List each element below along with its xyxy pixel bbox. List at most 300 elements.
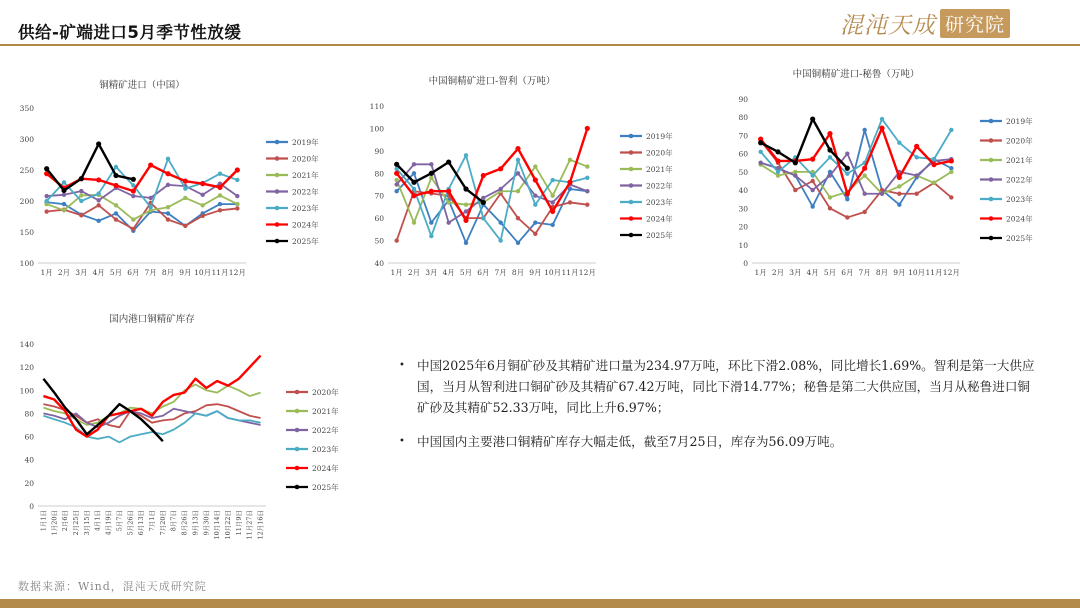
data-point bbox=[827, 131, 832, 136]
data-point bbox=[463, 186, 468, 191]
legend-marker bbox=[989, 197, 994, 202]
data-point bbox=[412, 171, 416, 175]
data-point bbox=[810, 116, 815, 121]
x-tick-label: 12月16日 bbox=[256, 510, 265, 540]
y-tick-label: 250 bbox=[19, 166, 34, 175]
legend-marker bbox=[629, 233, 634, 238]
legend-label: 2025年 bbox=[1006, 234, 1033, 243]
legend-marker bbox=[989, 119, 994, 124]
data-point bbox=[498, 187, 502, 191]
data-point bbox=[810, 188, 814, 192]
x-tick-label: 9月 bbox=[529, 268, 542, 277]
data-point bbox=[758, 140, 763, 145]
data-point bbox=[446, 189, 451, 194]
data-point bbox=[62, 193, 66, 197]
data-point bbox=[394, 162, 399, 167]
data-point bbox=[585, 202, 589, 206]
data-point bbox=[567, 180, 572, 185]
x-tick-label: 1月 bbox=[40, 268, 53, 277]
chart-svg bbox=[8, 72, 358, 287]
data-point bbox=[114, 203, 118, 207]
legend-marker bbox=[275, 173, 280, 178]
data-point bbox=[810, 157, 815, 162]
data-point bbox=[845, 197, 849, 201]
data-point bbox=[568, 200, 572, 204]
data-point bbox=[200, 181, 205, 186]
legend-label: 2020年 bbox=[312, 388, 339, 397]
data-point bbox=[949, 195, 953, 199]
y-tick-label: 110 bbox=[369, 102, 384, 111]
bullet-dot-icon: • bbox=[399, 360, 405, 371]
data-point bbox=[235, 202, 239, 206]
brand-logo bbox=[840, 6, 1010, 40]
legend-label: 2025年 bbox=[292, 237, 319, 246]
y-tick-label: 70 bbox=[738, 131, 748, 141]
data-point bbox=[568, 187, 572, 191]
data-point bbox=[949, 170, 953, 174]
data-point bbox=[775, 158, 780, 163]
data-point bbox=[183, 224, 187, 228]
data-point bbox=[880, 192, 884, 196]
legend-label: 2025年 bbox=[646, 231, 673, 240]
legend-label: 2022年 bbox=[1006, 175, 1033, 185]
legend-label: 2022年 bbox=[646, 181, 673, 191]
x-tick-label: 10月14日 bbox=[213, 510, 222, 540]
footer-bar bbox=[0, 599, 1080, 608]
logo-box-text: 研究院 bbox=[940, 9, 1010, 38]
x-tick-label: 4月1日 bbox=[93, 510, 102, 532]
x-tick-label: 5月 bbox=[459, 268, 473, 277]
data-point bbox=[828, 173, 832, 177]
y-tick-label: 60 bbox=[374, 214, 384, 224]
data-point bbox=[446, 159, 451, 164]
y-tick-label: 0 bbox=[29, 502, 34, 511]
data-point bbox=[585, 126, 590, 131]
legend-label: 2022年 bbox=[292, 187, 319, 197]
data-point bbox=[429, 189, 434, 194]
data-point bbox=[949, 158, 954, 163]
x-tick-label: 1月 bbox=[390, 268, 403, 277]
y-tick-label: 200 bbox=[19, 197, 34, 206]
data-point bbox=[44, 209, 48, 213]
legend-label: 2019年 bbox=[1006, 117, 1033, 126]
x-tick-label: 7月 bbox=[494, 268, 507, 277]
x-tick-label: 1月1日 bbox=[39, 510, 48, 532]
legend-label: 2019年 bbox=[646, 132, 673, 141]
x-tick-label: 5月26日 bbox=[126, 510, 135, 536]
legend-marker bbox=[275, 189, 280, 194]
data-point bbox=[862, 128, 866, 132]
y-tick-label: 300 bbox=[19, 135, 34, 144]
x-tick-label: 10月 bbox=[194, 268, 212, 277]
series-line bbox=[43, 356, 260, 437]
x-tick-label: 9月 bbox=[893, 268, 906, 277]
x-tick-label: 4月 bbox=[806, 268, 819, 277]
data-point bbox=[200, 214, 204, 218]
data-point bbox=[481, 196, 485, 200]
data-point bbox=[515, 146, 520, 151]
data-point bbox=[550, 200, 554, 204]
data-point bbox=[96, 177, 101, 182]
chart-title: 铜精矿进口（中国） bbox=[99, 80, 185, 91]
x-tick-label: 11月 bbox=[925, 268, 943, 277]
data-point bbox=[79, 193, 83, 197]
data-point bbox=[429, 220, 433, 224]
y-tick-label: 30 bbox=[738, 204, 748, 214]
data-point bbox=[131, 194, 135, 198]
series-line bbox=[47, 165, 238, 191]
x-tick-label: 8月7日 bbox=[169, 510, 178, 532]
data-point bbox=[516, 171, 520, 175]
commentary-item bbox=[395, 355, 1035, 418]
legend-marker bbox=[629, 167, 634, 172]
x-tick-label: 4月19日 bbox=[104, 510, 113, 536]
x-tick-label: 5月 bbox=[109, 268, 123, 277]
data-point bbox=[914, 155, 918, 159]
commentary-item bbox=[395, 431, 1035, 452]
x-tick-label: 7月20日 bbox=[158, 510, 167, 536]
data-point bbox=[166, 217, 170, 221]
x-tick-label: 7月 bbox=[858, 268, 871, 277]
data-point bbox=[166, 211, 170, 215]
chart-port-inventory bbox=[8, 312, 358, 552]
data-point bbox=[550, 223, 554, 227]
data-point bbox=[114, 165, 118, 169]
data-point bbox=[879, 126, 884, 131]
data-point bbox=[429, 176, 433, 180]
data-point bbox=[166, 183, 170, 187]
data-point bbox=[862, 166, 867, 171]
data-point bbox=[498, 238, 502, 242]
data-point bbox=[533, 220, 537, 224]
legend-label: 2023年 bbox=[1006, 195, 1033, 204]
data-point bbox=[828, 155, 832, 159]
data-point bbox=[464, 209, 468, 213]
y-tick-label: 50 bbox=[374, 236, 384, 246]
data-point bbox=[793, 173, 797, 177]
legend-marker bbox=[295, 466, 300, 471]
y-tick-label: 80 bbox=[24, 409, 34, 419]
x-tick-label: 8月 bbox=[161, 268, 175, 277]
data-point bbox=[758, 150, 762, 154]
legend-marker bbox=[275, 206, 280, 211]
series-line bbox=[47, 144, 134, 191]
x-tick-label: 12月 bbox=[942, 268, 960, 277]
legend-marker bbox=[295, 447, 300, 452]
data-point bbox=[235, 206, 239, 210]
data-point bbox=[845, 151, 849, 155]
data-point bbox=[862, 192, 866, 196]
data-point bbox=[845, 191, 850, 196]
data-point bbox=[481, 173, 486, 178]
x-tick-label: 3月 bbox=[789, 268, 802, 277]
y-tick-label: 120 bbox=[19, 363, 34, 373]
x-tick-label: 2月6日 bbox=[61, 510, 70, 532]
data-point bbox=[516, 189, 520, 193]
legend-label: 2023年 bbox=[646, 198, 673, 207]
data-point bbox=[949, 128, 953, 132]
x-tick-label: 10月22日 bbox=[224, 510, 232, 540]
data-point bbox=[183, 179, 188, 184]
data-point bbox=[394, 171, 399, 176]
data-point bbox=[114, 217, 118, 221]
data-point bbox=[96, 198, 100, 202]
legend-label: 2024年 bbox=[312, 464, 339, 473]
data-point bbox=[62, 202, 66, 206]
data-point bbox=[429, 162, 433, 166]
y-tick-label: 60 bbox=[738, 149, 748, 159]
legend-label: 2019年 bbox=[292, 138, 319, 147]
data-point bbox=[931, 162, 936, 167]
data-point bbox=[166, 205, 170, 209]
data-point bbox=[62, 208, 66, 212]
x-tick-label: 9月30日 bbox=[202, 510, 211, 536]
data-point bbox=[235, 167, 240, 172]
x-tick-label: 7月 bbox=[144, 268, 157, 277]
data-point bbox=[217, 185, 222, 190]
data-point bbox=[200, 203, 204, 207]
y-tick-label: 140 bbox=[19, 340, 34, 349]
legend-marker bbox=[989, 236, 994, 241]
data-point bbox=[235, 194, 239, 198]
data-point bbox=[914, 192, 918, 196]
y-tick-label: 100 bbox=[19, 386, 34, 396]
data-point bbox=[758, 161, 762, 165]
data-point bbox=[394, 238, 398, 242]
data-point bbox=[464, 153, 468, 157]
data-point bbox=[828, 206, 832, 210]
chart-peru-imports bbox=[722, 65, 1072, 287]
legend-marker bbox=[989, 177, 994, 182]
legend-label: 2021年 bbox=[646, 165, 673, 174]
x-tick-label: 3月 bbox=[425, 268, 438, 277]
legend-label: 2023年 bbox=[292, 204, 319, 213]
y-tick-label: 90 bbox=[738, 95, 748, 104]
data-point bbox=[148, 205, 152, 209]
bullet-dot-icon: • bbox=[399, 436, 405, 447]
data-point bbox=[897, 192, 901, 196]
data-point bbox=[897, 175, 902, 180]
legend-marker bbox=[295, 428, 300, 433]
data-point bbox=[44, 194, 48, 198]
x-tick-label: 11月27日 bbox=[245, 510, 254, 540]
data-point bbox=[550, 178, 554, 182]
data-point bbox=[568, 158, 572, 162]
chart-svg bbox=[722, 65, 1072, 287]
commentary-list bbox=[395, 355, 1035, 465]
legend-label: 2020年 bbox=[646, 148, 673, 158]
x-tick-label: 11月 bbox=[211, 268, 229, 277]
commentary-text: 中国2025年6月铜矿砂及其精矿进口量为234.97万吨，环比下滑2.08%，同比增长1.69%。智利是第一大供应国，当月从智利进口铜矿砂及其精矿67.42万吨，同比下滑14.77%；秘鲁是第二大供应国，当月从秘鲁进口铜矿砂及其精矿52.33万吨，同比上升6.97%； bbox=[417, 358, 1035, 415]
y-tick-label: 70 bbox=[374, 191, 384, 201]
data-point bbox=[183, 196, 187, 200]
series-line bbox=[397, 191, 588, 240]
legend-marker bbox=[629, 183, 634, 188]
x-tick-label: 10月 bbox=[544, 268, 562, 277]
data-point bbox=[218, 202, 222, 206]
y-tick-label: 80 bbox=[738, 113, 748, 123]
data-point bbox=[914, 144, 919, 149]
legend-label: 2021年 bbox=[1006, 156, 1033, 165]
legend-marker bbox=[275, 239, 280, 244]
data-point bbox=[533, 177, 538, 182]
legend-marker bbox=[629, 134, 634, 139]
logo-main-text: 混沌天成 bbox=[840, 12, 936, 39]
x-tick-label: 6月13日 bbox=[137, 510, 146, 536]
data-point bbox=[533, 194, 537, 198]
data-point bbox=[793, 188, 797, 192]
data-point bbox=[446, 220, 450, 224]
legend-marker bbox=[989, 216, 994, 221]
data-point bbox=[61, 188, 66, 193]
data-point bbox=[481, 216, 485, 220]
data-point bbox=[776, 170, 780, 174]
legend-label: 2022年 bbox=[312, 426, 339, 435]
x-tick-label: 2月 bbox=[771, 268, 785, 277]
data-point bbox=[464, 241, 468, 245]
legend-marker bbox=[295, 409, 300, 414]
x-tick-label: 2月 bbox=[57, 268, 71, 277]
data-point bbox=[827, 147, 832, 152]
data-point bbox=[516, 241, 520, 245]
legend-label: 2021年 bbox=[312, 407, 339, 416]
data-point bbox=[897, 184, 901, 188]
header-rule bbox=[0, 44, 1080, 46]
data-point bbox=[897, 141, 901, 145]
y-tick-label: 40 bbox=[374, 259, 384, 268]
data-point bbox=[411, 180, 416, 185]
data-point bbox=[113, 183, 118, 188]
data-point bbox=[218, 172, 222, 176]
source-note: 数据来源：Wind，混沌天成研究院 bbox=[18, 580, 207, 593]
data-point bbox=[96, 141, 101, 146]
chart-svg bbox=[8, 312, 358, 552]
x-tick-label: 2月25日 bbox=[72, 510, 80, 536]
y-tick-label: 60 bbox=[24, 432, 34, 442]
x-tick-label: 12月 bbox=[228, 268, 246, 277]
data-point bbox=[516, 216, 520, 220]
data-point bbox=[131, 227, 135, 231]
chart-chile-imports bbox=[358, 72, 708, 287]
legend-marker bbox=[629, 200, 634, 205]
data-point bbox=[533, 164, 537, 168]
data-point bbox=[131, 217, 135, 221]
x-tick-label: 7月1日 bbox=[148, 510, 156, 532]
data-point bbox=[394, 189, 398, 193]
y-tick-label: 10 bbox=[738, 240, 748, 250]
x-tick-label: 10月 bbox=[908, 268, 926, 277]
y-tick-label: 20 bbox=[24, 478, 34, 488]
data-point bbox=[862, 210, 866, 214]
data-point bbox=[412, 187, 416, 191]
data-point bbox=[845, 166, 850, 171]
data-point bbox=[463, 218, 468, 223]
x-tick-label: 6月 bbox=[477, 268, 490, 277]
legend-label: 2024年 bbox=[646, 214, 673, 224]
series-line bbox=[397, 155, 588, 240]
data-point bbox=[114, 211, 118, 215]
data-point bbox=[96, 219, 100, 223]
commentary-text: 中国国内主要港口铜精矿库存大幅走低，截至7月25日，库存为56.09万吨。 bbox=[417, 434, 843, 449]
x-tick-label: 11月9日 bbox=[234, 510, 243, 536]
x-tick-label: 8月 bbox=[511, 268, 525, 277]
data-point bbox=[96, 191, 100, 195]
x-tick-label: 6月 bbox=[127, 268, 140, 277]
data-point bbox=[218, 193, 222, 197]
data-point bbox=[200, 193, 204, 197]
data-point bbox=[845, 215, 849, 219]
data-point bbox=[429, 234, 433, 238]
data-point bbox=[218, 208, 222, 212]
data-point bbox=[862, 173, 866, 177]
legend-marker bbox=[275, 156, 280, 161]
data-point bbox=[810, 173, 814, 177]
data-point bbox=[550, 209, 555, 214]
chart-svg bbox=[358, 72, 708, 287]
y-tick-label: 0 bbox=[743, 259, 748, 268]
x-tick-label: 12月 bbox=[578, 268, 596, 277]
data-point bbox=[914, 173, 918, 177]
data-point bbox=[481, 200, 486, 205]
x-tick-label: 5月7日 bbox=[115, 510, 124, 532]
data-point bbox=[412, 162, 416, 166]
data-point bbox=[429, 171, 434, 176]
y-tick-label: 100 bbox=[369, 124, 384, 134]
data-point bbox=[585, 189, 589, 193]
data-point bbox=[44, 166, 49, 171]
data-point bbox=[585, 164, 589, 168]
y-tick-label: 20 bbox=[738, 222, 748, 232]
x-tick-label: 3月 bbox=[75, 268, 88, 277]
data-point bbox=[96, 203, 100, 207]
x-tick-label: 1月20日 bbox=[50, 510, 59, 536]
data-point bbox=[183, 186, 187, 190]
data-point bbox=[533, 232, 537, 236]
legend-label: 2021年 bbox=[292, 171, 319, 180]
data-point bbox=[79, 189, 83, 193]
legend-label: 2024年 bbox=[1006, 214, 1033, 224]
data-point bbox=[845, 172, 849, 176]
data-point bbox=[411, 193, 416, 198]
legend-label: 2023年 bbox=[312, 445, 339, 454]
legend-marker bbox=[295, 485, 300, 490]
x-tick-label: 5月 bbox=[823, 268, 837, 277]
x-tick-label: 6月 bbox=[841, 268, 854, 277]
chart-title: 国内港口铜精矿库存 bbox=[109, 314, 195, 325]
data-point bbox=[62, 180, 66, 184]
y-tick-label: 40 bbox=[738, 186, 748, 196]
x-tick-label: 4月 bbox=[92, 268, 105, 277]
legend-marker bbox=[629, 150, 634, 155]
data-point bbox=[793, 160, 798, 165]
legend-label: 2020年 bbox=[1006, 136, 1033, 146]
data-point bbox=[516, 158, 520, 162]
data-point bbox=[165, 171, 170, 176]
x-tick-label: 4月 bbox=[442, 268, 455, 277]
data-point bbox=[44, 199, 48, 203]
data-point bbox=[446, 200, 450, 204]
data-point bbox=[148, 196, 152, 200]
data-point bbox=[533, 202, 537, 206]
x-tick-label: 2月 bbox=[407, 268, 421, 277]
y-tick-label: 80 bbox=[374, 169, 384, 179]
chart-china-imports bbox=[8, 72, 358, 287]
y-tick-label: 350 bbox=[19, 104, 34, 113]
data-point bbox=[131, 188, 136, 193]
legend-marker bbox=[629, 216, 634, 221]
chart-title: 中国铜精矿进口-智利（万吨） bbox=[428, 76, 556, 87]
data-point bbox=[412, 220, 416, 224]
